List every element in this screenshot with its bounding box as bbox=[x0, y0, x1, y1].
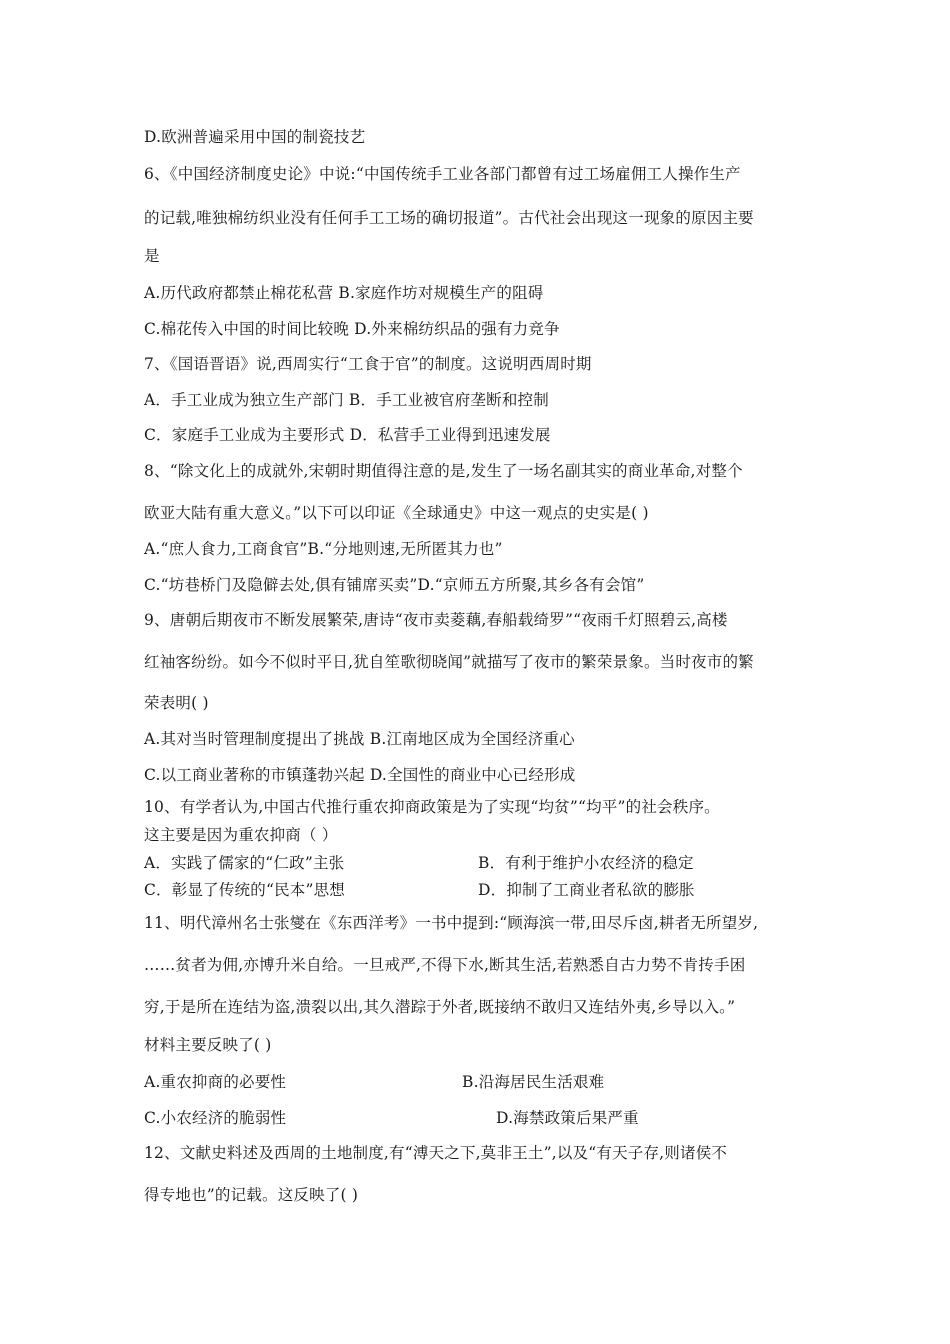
question-11-line-3: 穷,于是所在连结为盗,溃裂以出,其久潜踪于外者,既接纳不敢归又连结外夷,乡导以入。” bbox=[144, 998, 736, 1016]
question-10-line-2: 这主要是因为重农抑商（ ） bbox=[144, 826, 338, 844]
question-8-options-ab: A.“庶人食力,工商食官”B.“分地则速,无所匿其力也” bbox=[144, 540, 503, 558]
question-9-options-cd: C.以工商业著称的市镇蓬勃兴起 D.全国性的商业中心已经形成 bbox=[144, 766, 576, 784]
question-11-option-a: A.重农抑商的必要性 bbox=[144, 1073, 287, 1091]
question-11-option-b: B.沿海居民生活艰难 bbox=[462, 1073, 605, 1091]
question-11-option-c: C.小农经济的脆弱性 bbox=[144, 1109, 287, 1127]
question-8-line-2: 欧亚大陆有重大意义。”以下可以印证《全球通史》中这一观点的史实是( ) bbox=[144, 504, 649, 522]
question-6-options-ab: A.历代政府都禁止棉花私营 B.家庭作坊对规模生产的阻碍 bbox=[144, 284, 544, 302]
question-7-options-cd: C．家庭手工业成为主要形式 D．私营手工业得到迅速发展 bbox=[144, 426, 551, 444]
question-7-options-ab: A．手工业成为独立生产部门 B．手工业被官府垄断和控制 bbox=[144, 391, 549, 409]
question-10-option-d: D．抑制了工商业者私欲的膨胀 bbox=[478, 881, 695, 899]
question-11-option-d: D.海禁政策后果严重 bbox=[496, 1109, 639, 1127]
question-7-stem: 7、《国语晋语》说,西周实行“工食于官”的制度。这说明西周时期 bbox=[144, 355, 592, 373]
question-10-line-1: 10、有学者认为,中国古代推行重农抑商政策是为了实现“均贫”“均平”的社会秩序。 bbox=[144, 798, 720, 816]
question-9-line-3: 荣表明( ) bbox=[144, 694, 209, 712]
question-9-options-ab: A.其对当时管理制度提出了挑战 B.江南地区成为全国经济重心 bbox=[144, 730, 575, 748]
question-11-line-4: 材料主要反映了( ) bbox=[144, 1036, 272, 1054]
question-11-line-2: ……贫者为佣,亦博升米自给。一旦戒严,不得下水,断其生活,若熟悉自古力势不肯抟手困 bbox=[144, 956, 746, 974]
question-6-options-cd: C.棉花传入中国的时间比较晚 D.外来棉纺织品的强有力竞争 bbox=[144, 320, 560, 338]
question-10-option-b: B．有利于维护小农经济的稳定 bbox=[478, 854, 694, 872]
question-11-line-1: 11、明代漳州名士张燮在《东西洋考》一书中提到:“顾海滨一带,田尽斥卤,耕者无所望岁, bbox=[144, 914, 759, 932]
question-12-line-1: 12、文献史料述及西周的土地制度,有“溥天之下,莫非王土”,以及“有天子存,则诸侯不 bbox=[144, 1144, 728, 1162]
question-8-line-1: 8、“除文化上的成就外,宋朝时期值得注意的是,发生了一场名副其实的商业革命,对整个 bbox=[144, 462, 743, 480]
question-10-option-a: A．实践了儒家的“仁政”主张 bbox=[144, 854, 345, 872]
question-8-options-cd: C.“坊巷桥门及隐僻去处,俱有铺席买卖”D.“京师五方所聚,其乡各有会馆” bbox=[144, 576, 645, 594]
question-10-option-c: C．彰显了传统的“民本”思想 bbox=[144, 881, 346, 899]
question-6-line-3: 是 bbox=[144, 247, 160, 265]
question-9-line-2: 红袖客纷纷。如今不似时平日,犹自笙歌彻晓闻”就描写了夜市的繁荣景象。当时夜市的繁 bbox=[144, 653, 754, 671]
option-d-q5: D.欧洲普遍采用中国的制瓷技艺 bbox=[144, 128, 366, 146]
question-6-line-2: 的记载,唯独棉纺织业没有任何手工工场的确切报道”。古代社会出现这一现象的原因主要 bbox=[144, 209, 754, 227]
question-12-line-2: 得专地也”的记载。这反映了( ) bbox=[144, 1186, 359, 1204]
question-6-line-1: 6、《中国经济制度史论》中说:“中国传统手工业各部门都曾有过工场雇佣工人操作生产 bbox=[144, 165, 741, 183]
question-9-line-1: 9、唐朝后期夜市不断发展繁荣,唐诗“夜市卖菱藕,春船载绮罗”“夜雨千灯照碧云,高楼 bbox=[144, 611, 728, 629]
